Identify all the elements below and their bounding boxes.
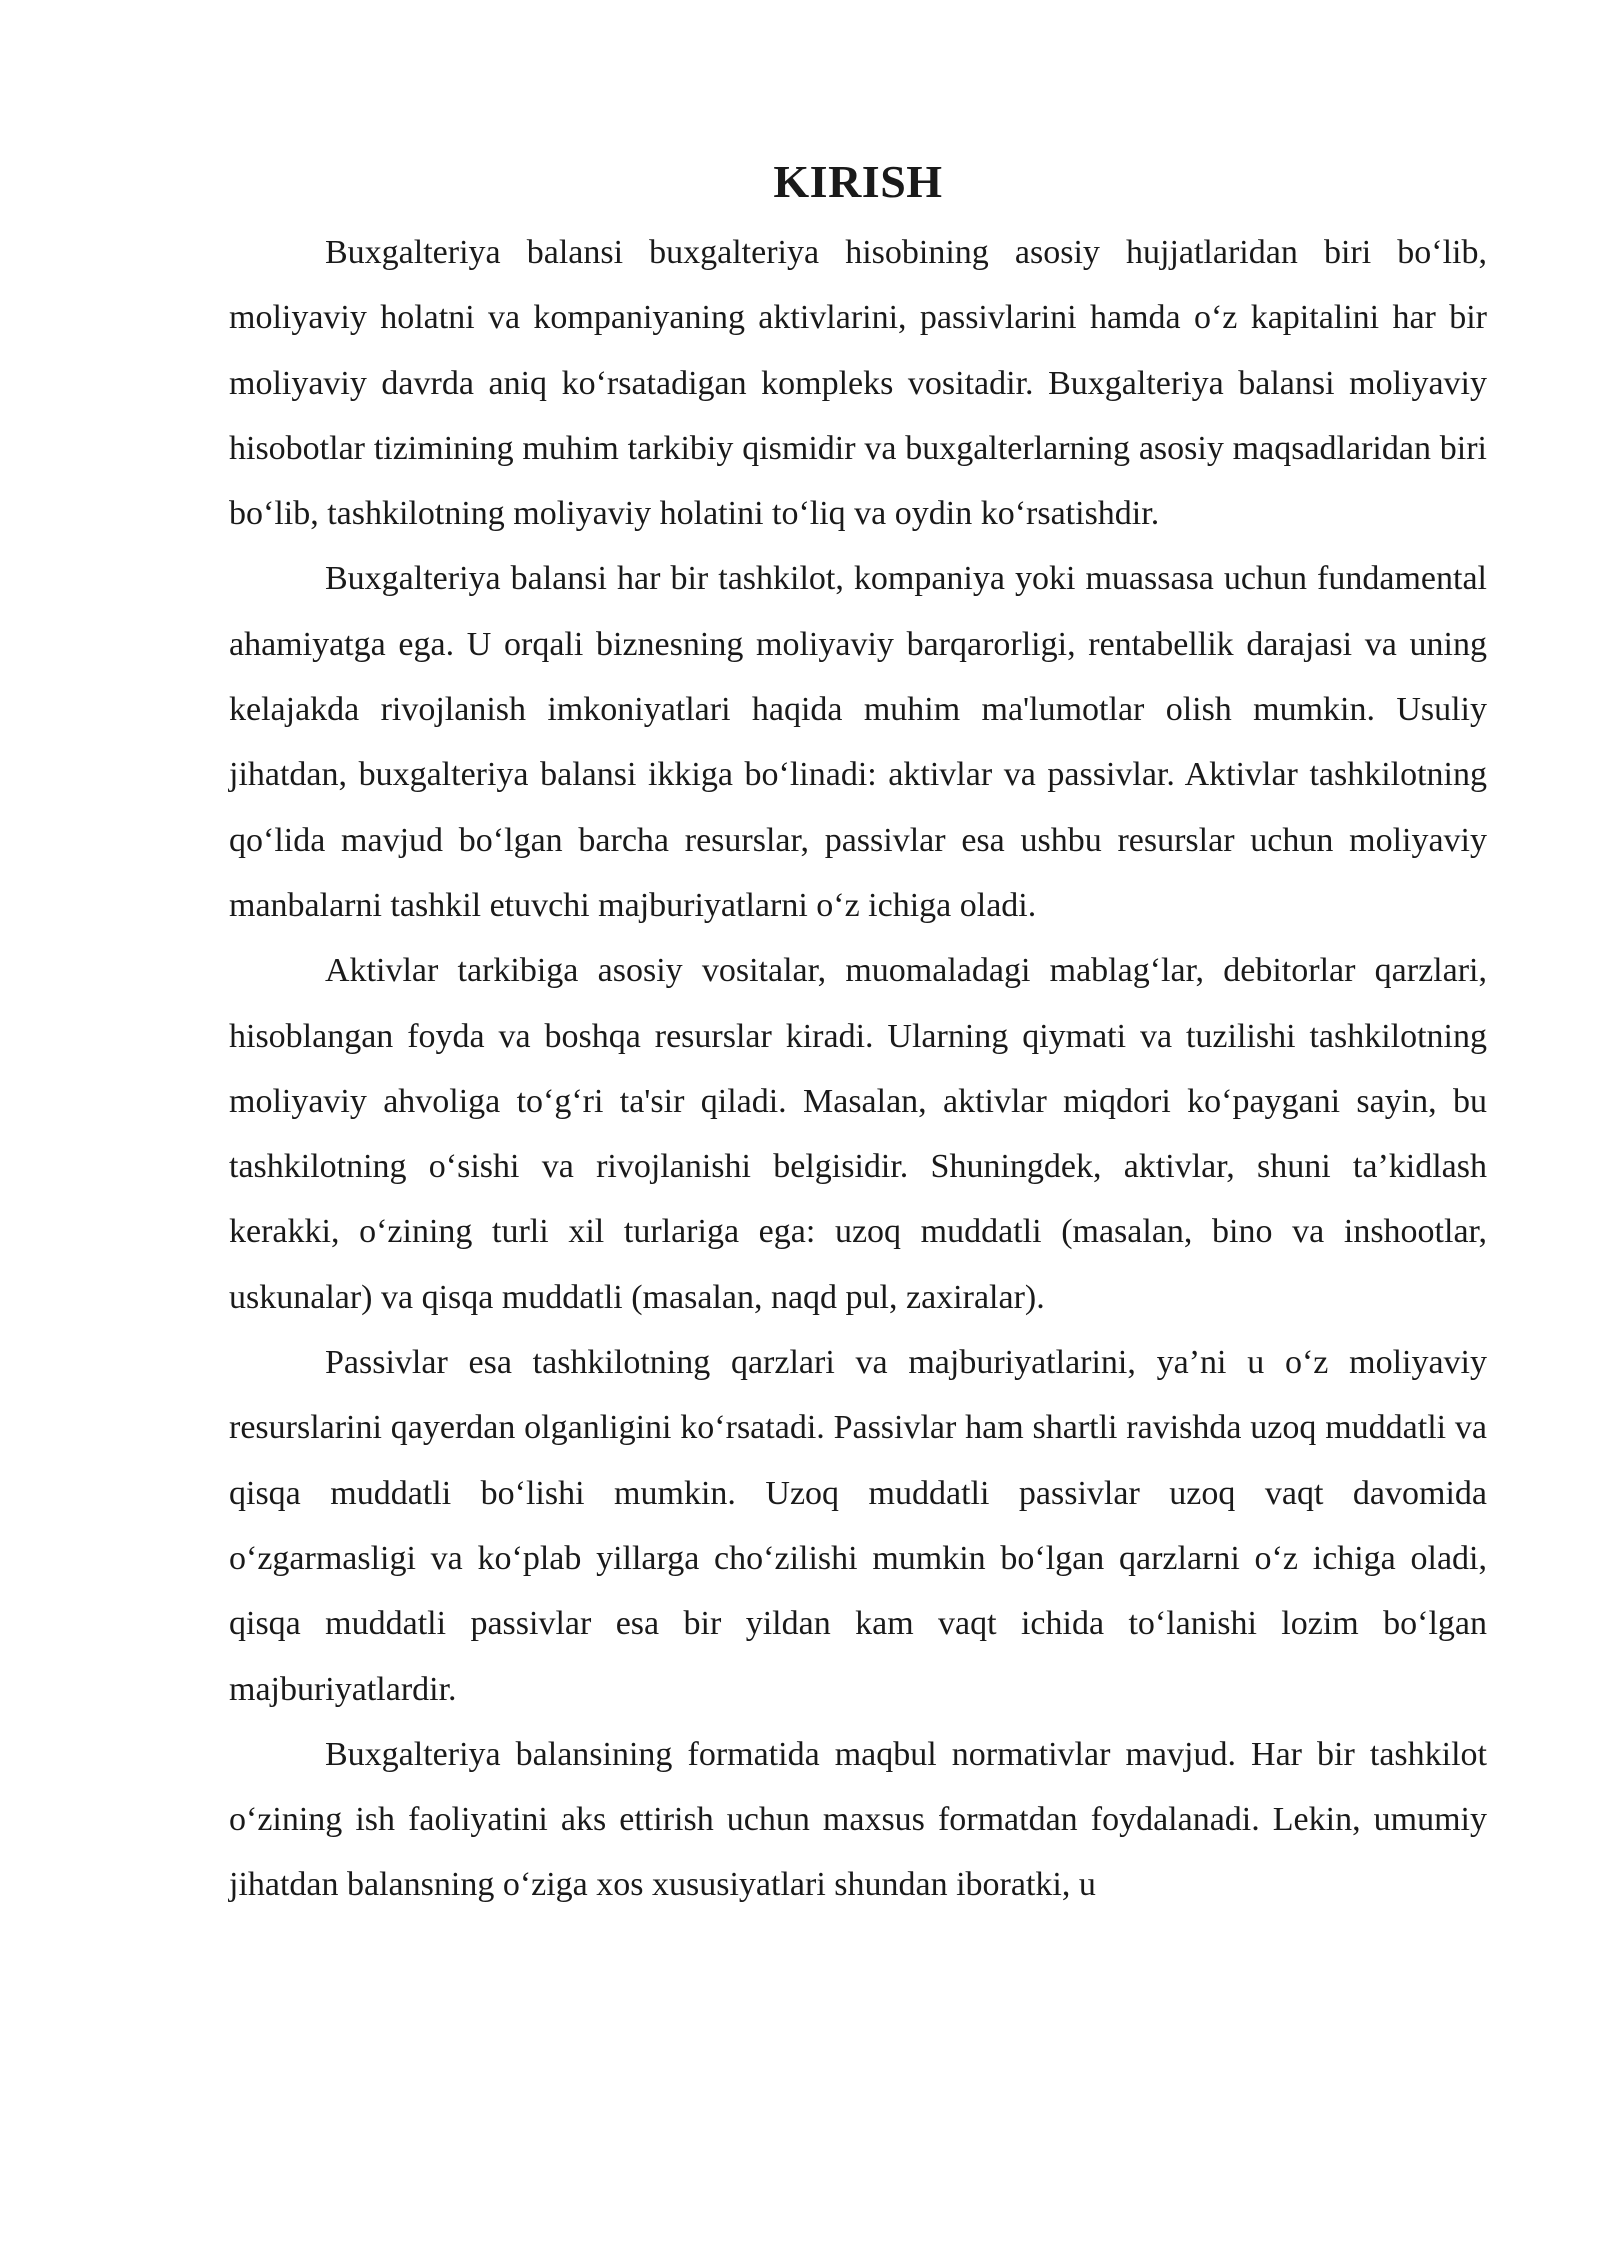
- paragraph-balance-format: Buxgalteriya balansining formatida maqbul normativlar mavjud. Har bir tashkilot oʻzining ish faoliyatini aks ettirish uchun maxsus formatdan foydalanadi. Lekin, umumiy jihatdan balansning oʻziga xos xususiyatlari shundan iboratki, u: [229, 1735, 1487, 1904]
- document-title: KIRISH: [773, 156, 943, 207]
- document-body: [229, 150, 1487, 1918]
- paragraph-balance-definition: Buxgalteriya balansi buxgalteriya hisobining asosiy hujjatlaridan biri boʻlib, moliyaviy holatni va kompaniyaning aktivlarini, passivlarini hamda oʻz kapitalini har bir moliyaviy davrda aniq koʻrsatadigan kompleks vositadir. Buxgalteriya balansi moliyaviy hisobotlar tizimining muhim tarkibiy qismidir va buxgalterlarning asosiy maqsadlaridan biri boʻlib, tashkilotning moliyaviy holatini toʻliq va oydin koʻrsatishdir.: [229, 234, 1487, 533]
- paragraph-assets: Aktivlar tarkibiga asosiy vositalar, muomaladagi mablagʻlar, debitorlar qarzlari, hisoblangan foyda va boshqa resurslar kiradi. Ularning qiymati va tuzilishi tashkilotning moliyaviy ahvoliga toʻgʻri ta'sir qiladi. Masalan, aktivlar miqdori koʻpaygani sayin, bu tashkilotning oʻsishi va rivojlanishi belgisidir. Shuningdek, aktivlar, shuni ta’kidlash kerakki, oʻzining turli xil turlariga ega: uzoq muddatli (masalan, bino va inshootlar, uskunalar) va qisqa muddatli (masalan, naqd pul, zaxiralar).: [229, 952, 1487, 1316]
- paragraph-liabilities: Passivlar esa tashkilotning qarzlari va majburiyatlarini, ya’ni u oʻz moliyaviy resurslarini qayerdan olganligini koʻrsatadi. Passivlar ham shartli ravishda uzoq muddatli va qisqa muddatli boʻlishi mumkin. Uzoq muddatli passivlar uzoq vaqt davomida oʻzgarmasligi va koʻplab yillarga choʻzilishi mumkin boʻlgan qarzlarni oʻz ichiga oladi, qisqa muddatli passivlar esa bir yildan kam vaqt ichida toʻlanishi lozim boʻlgan majburiyatlardir.: [229, 1344, 1487, 1708]
- paragraph-balance-importance: Buxgalteriya balansi har bir tashkilot, kompaniya yoki muassasa uchun fundamental ahamiyatga ega. U orqali biznesning moliyaviy barqarorligi, rentabellik darajasi va uning kelajakda rivojlanish imkoniyatlari haqida muhim ma'lumotlar olish mumkin. Usuliy jihatdan, buxgalteriya balansi ikkiga boʻlinadi: aktivlar va passivlar. Aktivlar tashkilotning qoʻlida mavjud boʻlgan barcha resurslar, passivlar esa ushbu resurslar uchun moliyaviy manbalarni tashkil etuvchi majburiyatlarni oʻz ichiga oladi.: [229, 560, 1487, 924]
